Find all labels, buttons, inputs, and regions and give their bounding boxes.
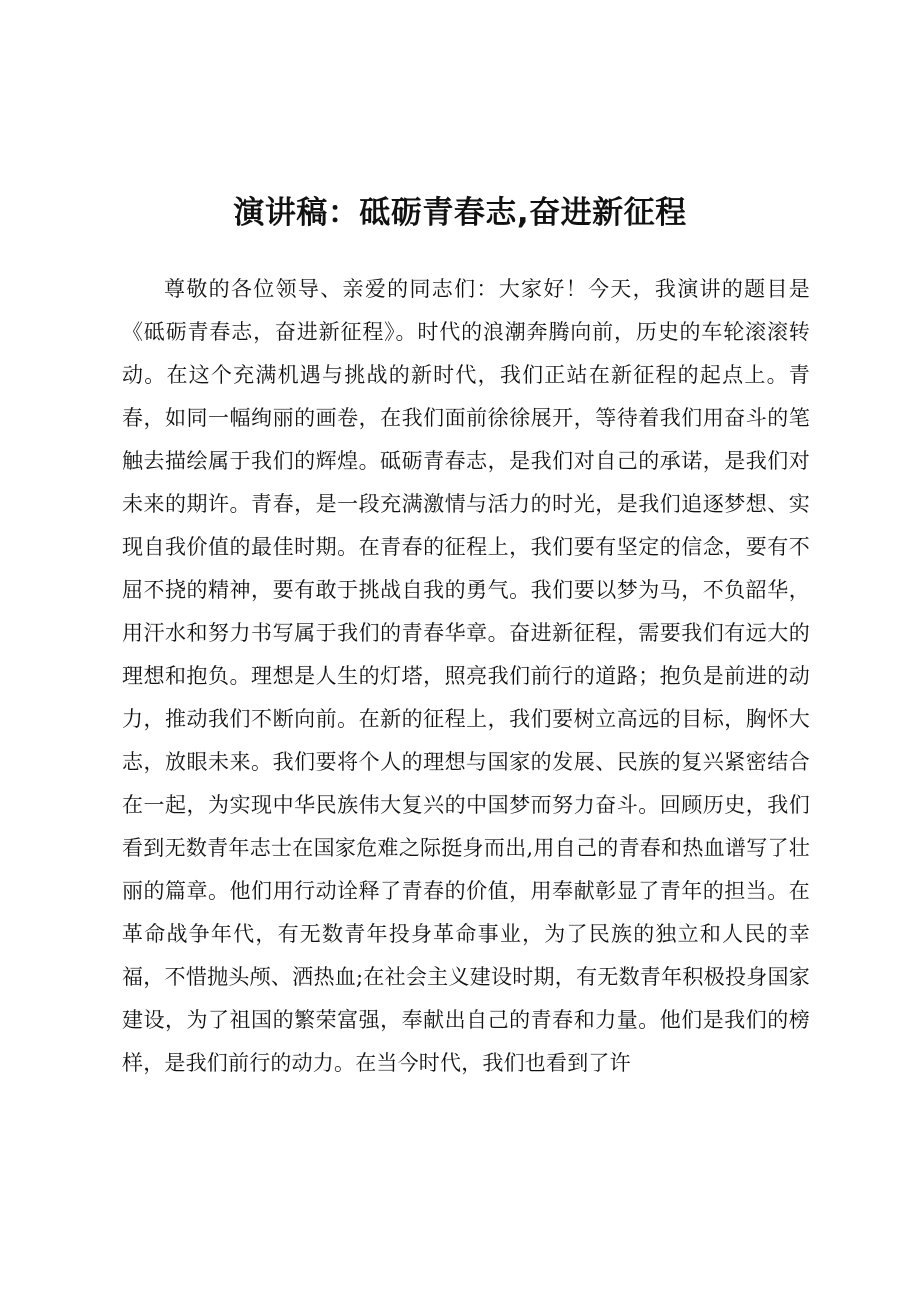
document-title: 演讲稿：砥砺青春志,奋进新征程	[233, 194, 687, 231]
speech-body-paragraph: 尊敬的各位领导、亲爱的同志们：大家好！今天，我演讲的题目是《砥砺青春志，奋进新征程》。时代的浪潮奔腾向前，历史的车轮滚滚转动。在这个充满机遇与挑战的新时代，我们正站在新征程的起点上。青春，如同一幅绚丽的画卷，在我们面前徐徐展开，等待着我们用奋斗的笔触去描绘属于我们的辉煌。砥砺青春志，是我们对自己的承诺，是我们对未来的期许。青春，是一段充满激情与活力的时光，是我们追逐梦想、实现自我价值的最佳时期。在青春的征程上，我们要有坚定的信念，要有不屈不挠的精神，要有敢于挑战自我的勇气。我们要以梦为马，不负韶华，用汗水和努力书写属于我们的青春华章。奋进新征程，需要我们有远大的理想和抱负。理想是人生的灯塔，照亮我们前行的道路；抱负是前进的动力，推动我们不断向前。在新的征程上，我们要树立高远的目标，胸怀大志，放眼未来。我们要将个人的理想与国家的发展、民族的复兴紧密结合在一起，为实现中华民族伟大复兴的中国梦而努力奋斗。回顾历史，我们看到无数青年志士在国家危难之际挺身而出,用自己的青春和热血谱写了壮丽的篇章。他们用行动诠释了青春的价值，用奉献彰显了青年的担当。在革命战争年代，有无数青年投身革命事业，为了民族的独立和人民的幸福，不惜抛头颅、洒热血;在社会主义建设时期，有无数青年积极投身国家建设，为了祖国的繁荣富强，奉献出自己的青春和力量。他们是我们的榜样，是我们前行的动力。在当今时代，我们也看到了许	[122, 277, 810, 1075]
